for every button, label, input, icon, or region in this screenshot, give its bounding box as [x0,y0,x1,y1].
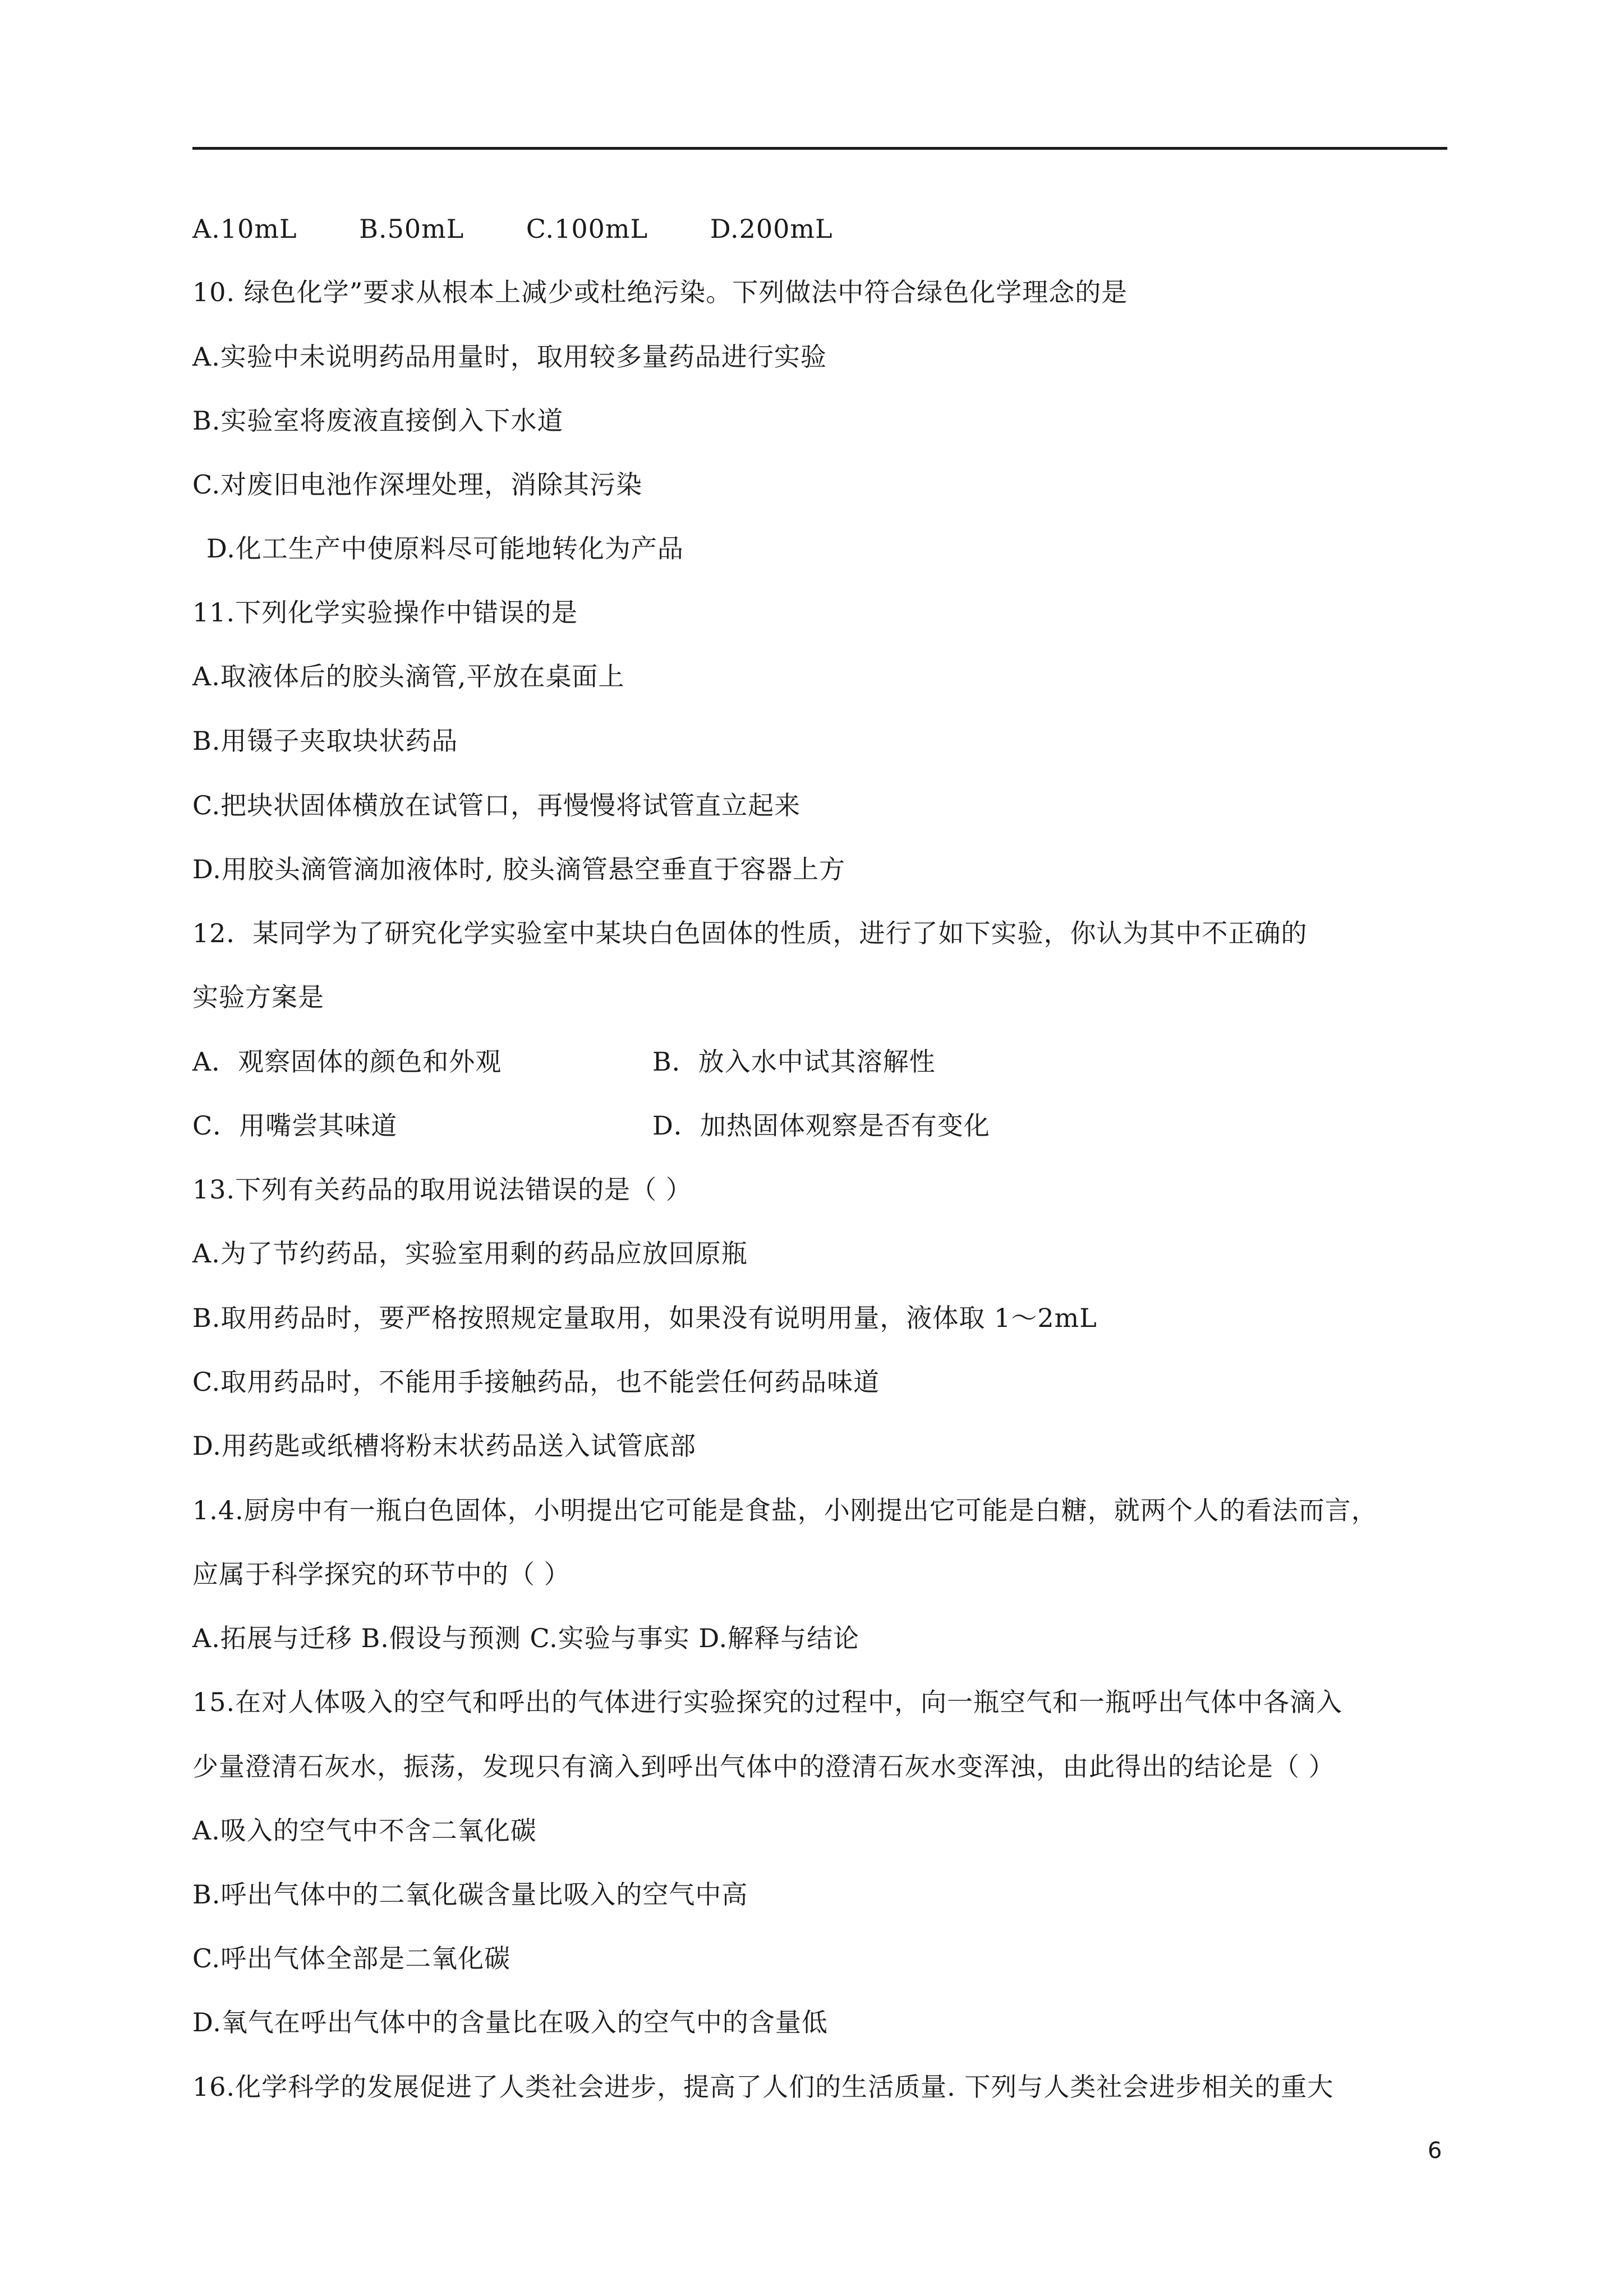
q9-options [192,212,886,246]
q10-option-d: D.化工生产中使原料尽可能地转化为产品 [206,533,684,564]
q15-stem-line1: 15.在对人体吸入的空气和呼出的气体进行实验探究的过程中，向一瓶空气和一瓶呼出气体中各滴入 [192,1687,1343,1717]
q15-option-b: B.呼出气体中的二氧化碳含量比吸入的空气中高 [192,1879,748,1910]
q12-option-d: D．加热固体观察是否有变化 [652,1110,990,1141]
q15-option-d: D.氧气在呼出气体中的含量比在吸入的空气中的含量低 [192,2007,828,2037]
q14-stem-line2: 应属于科学探究的环节中的（ ） [192,1559,571,1589]
q11-option-a: A.取液体后的胶头滴管,平放在桌面上 [192,661,625,691]
q13-option-d: D.用药匙或纸槽将粉末状药品送入试管底部 [192,1431,696,1461]
q12-option-c: C．用嘴尝其味道 [192,1110,398,1141]
q13-option-c: C.取用药品时，不能用手接触药品，也不能尝任何药品味道 [192,1367,880,1397]
q10-option-a: A.实验中未说明药品用量时，取用较多量药品进行实验 [192,342,827,372]
q12-stem-line2: 实验方案是 [192,982,324,1012]
q9-option-a: A.10mL [192,214,297,244]
q11-option-b: B.用镊子夹取块状药品 [192,726,458,756]
q10-option-b: B.实验室将废液直接倒入下水道 [192,405,564,436]
q15-stem-line2: 少量澄清石灰水，振荡，发现只有滴入到呼出气体中的澄清石灰水变浑浊，由此得出的结论是（ ） [192,1751,1335,1782]
q14-options: A.拓展与迁移 B.假设与预测 C.实验与事实 D.解释与结论 [192,1623,860,1653]
q15-option-a: A.吸入的空气中不含二氧化碳 [192,1815,537,1846]
q9-option-b: B.50mL [359,214,464,244]
q14-stem-line1: 1.4.厨房中有一瓶白色固体，小明提出它可能是食盐，小刚提出它可能是白糖，就两个人的看法而言， [192,1495,1378,1525]
q11-option-d: D.用胶头滴管滴加液体时, 胶头滴管悬空垂直于容器上方 [192,854,846,884]
header-rule [192,147,1447,150]
q11-option-c: C.把块状固体横放在试管口，再慢慢将试管直立起来 [192,790,801,820]
q11-stem: 11.下列化学实验操作中错误的是 [192,597,578,628]
q12-option-a: A．观察固体的颜色和外观 [192,1046,502,1077]
q13-stem: 13.下列有关药品的取用说法错误的是（ ） [192,1174,692,1205]
q13-option-a: A.为了节约药品，实验室用剩的药品应放回原瓶 [192,1238,748,1269]
q15-option-c: C.呼出气体全部是二氧化碳 [192,1943,511,1974]
page-number: 6 [1428,2138,1442,2164]
q13-option-b: B.取用药品时，要严格按照规定量取用，如果没有说明用量，液体取 1～2mL [192,1303,1097,1333]
q10-option-c: C.对废旧电池作深埋处理，消除其污染 [192,469,643,500]
q12-stem-line1: 12．某同学为了研究化学实验室中某块白色固体的性质，进行了如下实验，你认为其中不正确的 [192,918,1308,948]
q9-option-d: D.200mL [710,214,833,244]
q10-stem: 10. 绿色化学”要求从根本上减少或杜绝污染。下列做法中符合绿色化学理念的是 [192,277,1128,307]
q9-option-c: C.100mL [526,214,648,244]
q12-option-b: B．放入水中试其溶解性 [652,1046,936,1077]
q16-stem-line1: 16.化学科学的发展促进了人类社会进步，提高了人们的生活质量. 下列与人类社会进步相关的重大 [192,2072,1334,2102]
